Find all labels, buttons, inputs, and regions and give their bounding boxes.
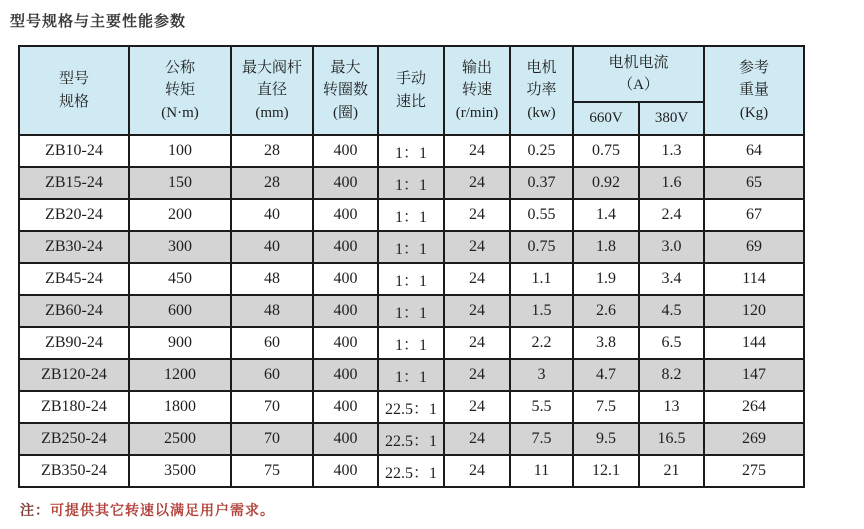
value-cell: 400 bbox=[313, 391, 378, 423]
value-cell: 150 bbox=[129, 167, 231, 199]
table-row bbox=[19, 359, 804, 391]
footnote-text: 可提供其它转速以满足用户需求。 bbox=[50, 504, 275, 519]
value-cell: 600 bbox=[129, 295, 231, 327]
table-row bbox=[19, 167, 804, 199]
value-cell: 120 bbox=[704, 295, 804, 327]
value-cell: 22.5：1 bbox=[378, 455, 444, 487]
value-cell: 2.4 bbox=[639, 199, 704, 231]
header-line: 型号 bbox=[58, 71, 89, 87]
header-torque bbox=[129, 46, 231, 135]
value-cell: 3 bbox=[510, 359, 573, 391]
footnote-prefix: 注： bbox=[20, 504, 50, 519]
header-line: 最大阀杆 bbox=[241, 59, 302, 76]
value-cell: 1.6 bbox=[639, 167, 704, 199]
value-cell: 900 bbox=[129, 327, 231, 359]
header-line: 功率 bbox=[526, 82, 557, 99]
value-cell: 264 bbox=[704, 391, 804, 423]
footnote bbox=[20, 500, 864, 520]
model-cell: ZB250-24 bbox=[19, 423, 129, 455]
table-row bbox=[19, 295, 804, 327]
value-cell: 269 bbox=[704, 423, 804, 455]
model-cell: ZB180-24 bbox=[19, 391, 129, 423]
header-line: （A） bbox=[618, 77, 659, 93]
value-cell: 275 bbox=[704, 455, 804, 487]
value-cell: 5.5 bbox=[510, 391, 573, 423]
model-cell: ZB350-24 bbox=[19, 455, 129, 487]
value-cell: 400 bbox=[313, 231, 378, 263]
value-cell: 1.9 bbox=[573, 263, 639, 295]
header-motor-power bbox=[510, 46, 573, 135]
value-cell: 2.6 bbox=[573, 295, 639, 327]
value-cell: 21 bbox=[639, 455, 704, 487]
value-cell: 28 bbox=[231, 135, 313, 167]
value-cell: 24 bbox=[444, 167, 510, 199]
value-cell: 1：1 bbox=[378, 359, 444, 391]
value-cell: 69 bbox=[704, 231, 804, 263]
value-cell: 60 bbox=[231, 359, 313, 391]
value-cell: 3.0 bbox=[639, 231, 704, 263]
spec-table-body bbox=[19, 135, 804, 487]
header-line: 规格 bbox=[58, 93, 89, 110]
header-line: 转圈数 bbox=[322, 82, 368, 99]
value-cell: 1：1 bbox=[378, 167, 444, 199]
value-cell: 1：1 bbox=[378, 327, 444, 359]
value-cell: 3.8 bbox=[573, 327, 639, 359]
header-line: 输出 bbox=[461, 59, 492, 76]
value-cell: 400 bbox=[313, 135, 378, 167]
value-cell: 0.37 bbox=[510, 167, 573, 199]
model-cell: ZB120-24 bbox=[19, 359, 129, 391]
header-line: (mm) bbox=[255, 104, 289, 121]
value-cell: 67 bbox=[704, 199, 804, 231]
value-cell: 16.5 bbox=[639, 423, 704, 455]
header-line: 公称 bbox=[164, 59, 195, 76]
table-row bbox=[19, 391, 804, 423]
value-cell: 22.5：1 bbox=[378, 391, 444, 423]
header-line: (Kg) bbox=[739, 104, 769, 121]
value-cell: 24 bbox=[444, 199, 510, 231]
header-line: 参考 bbox=[738, 59, 769, 76]
value-cell: 48 bbox=[231, 295, 313, 327]
value-cell: 1：1 bbox=[378, 263, 444, 295]
header-motor-current-group bbox=[573, 46, 704, 102]
value-cell: 22.5：1 bbox=[378, 423, 444, 455]
value-cell: 24 bbox=[444, 231, 510, 263]
header-line: 直径 bbox=[256, 82, 287, 99]
value-cell: 2500 bbox=[129, 423, 231, 455]
value-cell: 8.2 bbox=[639, 359, 704, 391]
value-cell: 13 bbox=[639, 391, 704, 423]
value-cell: 75 bbox=[231, 455, 313, 487]
header-line: 电机 bbox=[526, 59, 557, 76]
header-line: (圈) bbox=[333, 104, 358, 121]
value-cell: 70 bbox=[231, 423, 313, 455]
model-cell: ZB20-24 bbox=[19, 199, 129, 231]
value-cell: 65 bbox=[704, 167, 804, 199]
header-line: (r/min) bbox=[455, 104, 499, 121]
table-row bbox=[19, 263, 804, 295]
header-line: 重量 bbox=[738, 82, 769, 99]
header-line: (N·m) bbox=[161, 104, 199, 121]
header-line: 手动 bbox=[395, 71, 426, 87]
header-line: 最大 bbox=[330, 59, 361, 76]
value-cell: 64 bbox=[704, 135, 804, 167]
value-cell: 12.1 bbox=[573, 455, 639, 487]
model-cell: ZB10-24 bbox=[19, 135, 129, 167]
header-660v: 660V bbox=[573, 102, 639, 135]
value-cell: 40 bbox=[231, 231, 313, 263]
value-cell: 400 bbox=[313, 327, 378, 359]
header-stem-diameter bbox=[231, 46, 313, 135]
value-cell: 114 bbox=[704, 263, 804, 295]
value-cell: 400 bbox=[313, 167, 378, 199]
header-output-speed bbox=[444, 46, 510, 135]
header-weight bbox=[704, 46, 804, 135]
table-row bbox=[19, 135, 804, 167]
header-line: 速比 bbox=[395, 93, 426, 110]
value-cell: 1：1 bbox=[378, 231, 444, 263]
value-cell: 400 bbox=[313, 295, 378, 327]
page-title: 型号规格与主要性能参数 bbox=[10, 13, 187, 30]
value-cell: 147 bbox=[704, 359, 804, 391]
value-cell: 100 bbox=[129, 135, 231, 167]
value-cell: 0.75 bbox=[573, 135, 639, 167]
value-cell: 200 bbox=[129, 199, 231, 231]
value-cell: 4.5 bbox=[639, 295, 704, 327]
value-cell: 400 bbox=[313, 423, 378, 455]
table-row bbox=[19, 455, 804, 487]
value-cell: 0.25 bbox=[510, 135, 573, 167]
value-cell: 24 bbox=[444, 455, 510, 487]
value-cell: 400 bbox=[313, 455, 378, 487]
value-cell: 300 bbox=[129, 231, 231, 263]
model-cell: ZB45-24 bbox=[19, 263, 129, 295]
value-cell: 1800 bbox=[129, 391, 231, 423]
spec-table bbox=[18, 45, 805, 488]
value-cell: 24 bbox=[444, 327, 510, 359]
value-cell: 450 bbox=[129, 263, 231, 295]
table-row bbox=[19, 423, 804, 455]
value-cell: 0.75 bbox=[510, 231, 573, 263]
value-cell: 1：1 bbox=[378, 295, 444, 327]
value-cell: 24 bbox=[444, 423, 510, 455]
value-cell: 24 bbox=[444, 359, 510, 391]
value-cell: 7.5 bbox=[510, 423, 573, 455]
model-cell: ZB90-24 bbox=[19, 327, 129, 359]
value-cell: 7.5 bbox=[573, 391, 639, 423]
value-cell: 400 bbox=[313, 199, 378, 231]
value-cell: 400 bbox=[313, 263, 378, 295]
value-cell: 1.1 bbox=[510, 263, 573, 295]
model-cell: ZB30-24 bbox=[19, 231, 129, 263]
header-line: 转矩 bbox=[164, 82, 195, 99]
model-cell: ZB15-24 bbox=[19, 167, 129, 199]
table-row bbox=[19, 199, 804, 231]
value-cell: 0.55 bbox=[510, 199, 573, 231]
value-cell: 11 bbox=[510, 455, 573, 487]
value-cell: 144 bbox=[704, 327, 804, 359]
value-cell: 3.4 bbox=[639, 263, 704, 295]
value-cell: 1：1 bbox=[378, 135, 444, 167]
header-max-turns bbox=[313, 46, 378, 135]
value-cell: 1.3 bbox=[639, 135, 704, 167]
header-380v: 380V bbox=[639, 102, 704, 135]
spec-table-header bbox=[19, 46, 804, 135]
header-line: 转速 bbox=[461, 82, 492, 99]
value-cell: 1：1 bbox=[378, 199, 444, 231]
value-cell: 0.92 bbox=[573, 167, 639, 199]
value-cell: 6.5 bbox=[639, 327, 704, 359]
header-line: (kw) bbox=[527, 104, 556, 121]
value-cell: 70 bbox=[231, 391, 313, 423]
value-cell: 1.8 bbox=[573, 231, 639, 263]
table-row bbox=[19, 327, 804, 359]
value-cell: 1.5 bbox=[510, 295, 573, 327]
value-cell: 1200 bbox=[129, 359, 231, 391]
header-manual-ratio bbox=[378, 46, 444, 135]
value-cell: 24 bbox=[444, 135, 510, 167]
value-cell: 4.7 bbox=[573, 359, 639, 391]
value-cell: 60 bbox=[231, 327, 313, 359]
value-cell: 1.4 bbox=[573, 199, 639, 231]
value-cell: 400 bbox=[313, 359, 378, 391]
header-line: 电机电流 bbox=[608, 54, 669, 71]
value-cell: 40 bbox=[231, 199, 313, 231]
value-cell: 9.5 bbox=[573, 423, 639, 455]
value-cell: 2.2 bbox=[510, 327, 573, 359]
value-cell: 48 bbox=[231, 263, 313, 295]
value-cell: 28 bbox=[231, 167, 313, 199]
table-row bbox=[19, 231, 804, 263]
value-cell: 24 bbox=[444, 391, 510, 423]
value-cell: 24 bbox=[444, 295, 510, 327]
header-model bbox=[19, 46, 129, 135]
value-cell: 3500 bbox=[129, 455, 231, 487]
value-cell: 24 bbox=[444, 263, 510, 295]
model-cell: ZB60-24 bbox=[19, 295, 129, 327]
